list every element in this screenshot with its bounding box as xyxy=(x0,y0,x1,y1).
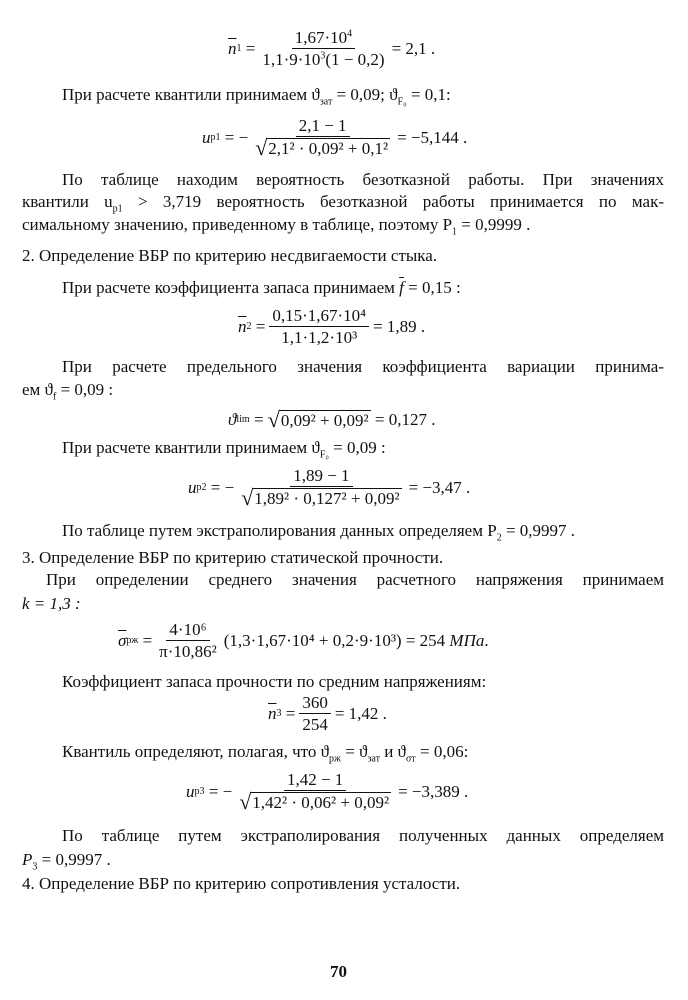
text-line: При расчете предельного значения коэффициента вариации принима- xyxy=(62,357,664,376)
section-heading: 4. Определение ВБР по критерию сопротивления усталости. xyxy=(22,874,461,893)
formula-up3: u p3 = − 1,42 − 1 √ 1,42² · 0,06² + 0,09² = −3,389 . xyxy=(186,770,469,814)
text-line: При определении среднего значения расчетного напряжения принимаем xyxy=(46,570,664,589)
formula-n3: $\overline{n}$ 3 = $\frac{360}{254}$ = 1,42 . xyxy=(268,693,387,734)
formula-n2: $\overline{n}$ 2 = $\frac{\text{0,15·1,67·10⁴}}{\text{1,1·1,2·10³}}$ = 1,89 . xyxy=(238,306,426,347)
formula-n1: $\overline{n}$ 1 = $\frac{1,67\cdot 10^4}{1,1\cdot 9\cdot 10^3(1 - 0,2)}$ = 2,1 . xyxy=(228,28,436,69)
text-line: симальному значению, приведенному в таблице, поэтому $P_1 = 0,9999$ . xyxy=(22,215,531,238)
text-line: При расчете коэффициента запаса принимаем $\overline{f} = 0,15$ : xyxy=(62,278,461,297)
section-heading: 2. Определение ВБР по критерию несдвигаемости стыка. xyxy=(22,246,438,265)
text-line: ем $ϑ_f = 0,09$ : xyxy=(22,380,114,403)
text-line: $P_3 = 0,9997$ . xyxy=(22,850,111,873)
formula-vlim: ϑ lim = √ 0,09² + 0,09² = 0,127 . xyxy=(228,407,436,432)
formula-sigma: $\overline{\sigma}$ pж = $\frac{\text{4·10⁶}}{\text{π·10,86²}}$ (1,3·1,67·10⁴ + 0,2·9·10³) = 254 МПа . xyxy=(118,620,489,661)
formula-up2: u p2 = − 1,89 − 1 √ 1,89² · 0,127² + 0,09² = −3,47 . xyxy=(188,466,471,510)
text-line: По таблице находим вероятность безотказной работы. При значениях xyxy=(62,170,664,189)
text-line: Квантиль определяют, полагая, что $ϑ_{pж} = ϑ_{зат}$ и $ϑ_{\sigma т} = 0,06$: xyxy=(62,742,469,765)
text-line: квантили $u_{p1} > 3,719$ вероятность безотказной работы принимается по мак- xyxy=(22,192,664,215)
text-line: По таблице путем экстраполирования данных определяем $P_2 = 0,9997$ . xyxy=(62,521,576,544)
page-number: 70 xyxy=(330,962,347,981)
text-line: Коэффициент запаса прочности по средним напряжениям: xyxy=(62,672,487,691)
text-line: k = 1,3 : xyxy=(22,594,81,613)
text-line: При расчете квантили принимаем $ϑ_{F_0} = 0,09$ : xyxy=(62,438,386,461)
section-heading: 3. Определение ВБР по критерию статической прочности. xyxy=(22,548,444,567)
text-line: При расчете квантили принимаем $ϑ_{зат} = 0,09$; $ϑ_{F_0} = 0,1$: xyxy=(62,85,451,108)
formula-up1: u p1 = − 2,1 − 1 √ 2,1² · 0,09² + 0,1² = −5,144 . xyxy=(202,116,468,160)
text-line: По таблице путем экстраполирования полученных данных определяем xyxy=(62,826,664,845)
